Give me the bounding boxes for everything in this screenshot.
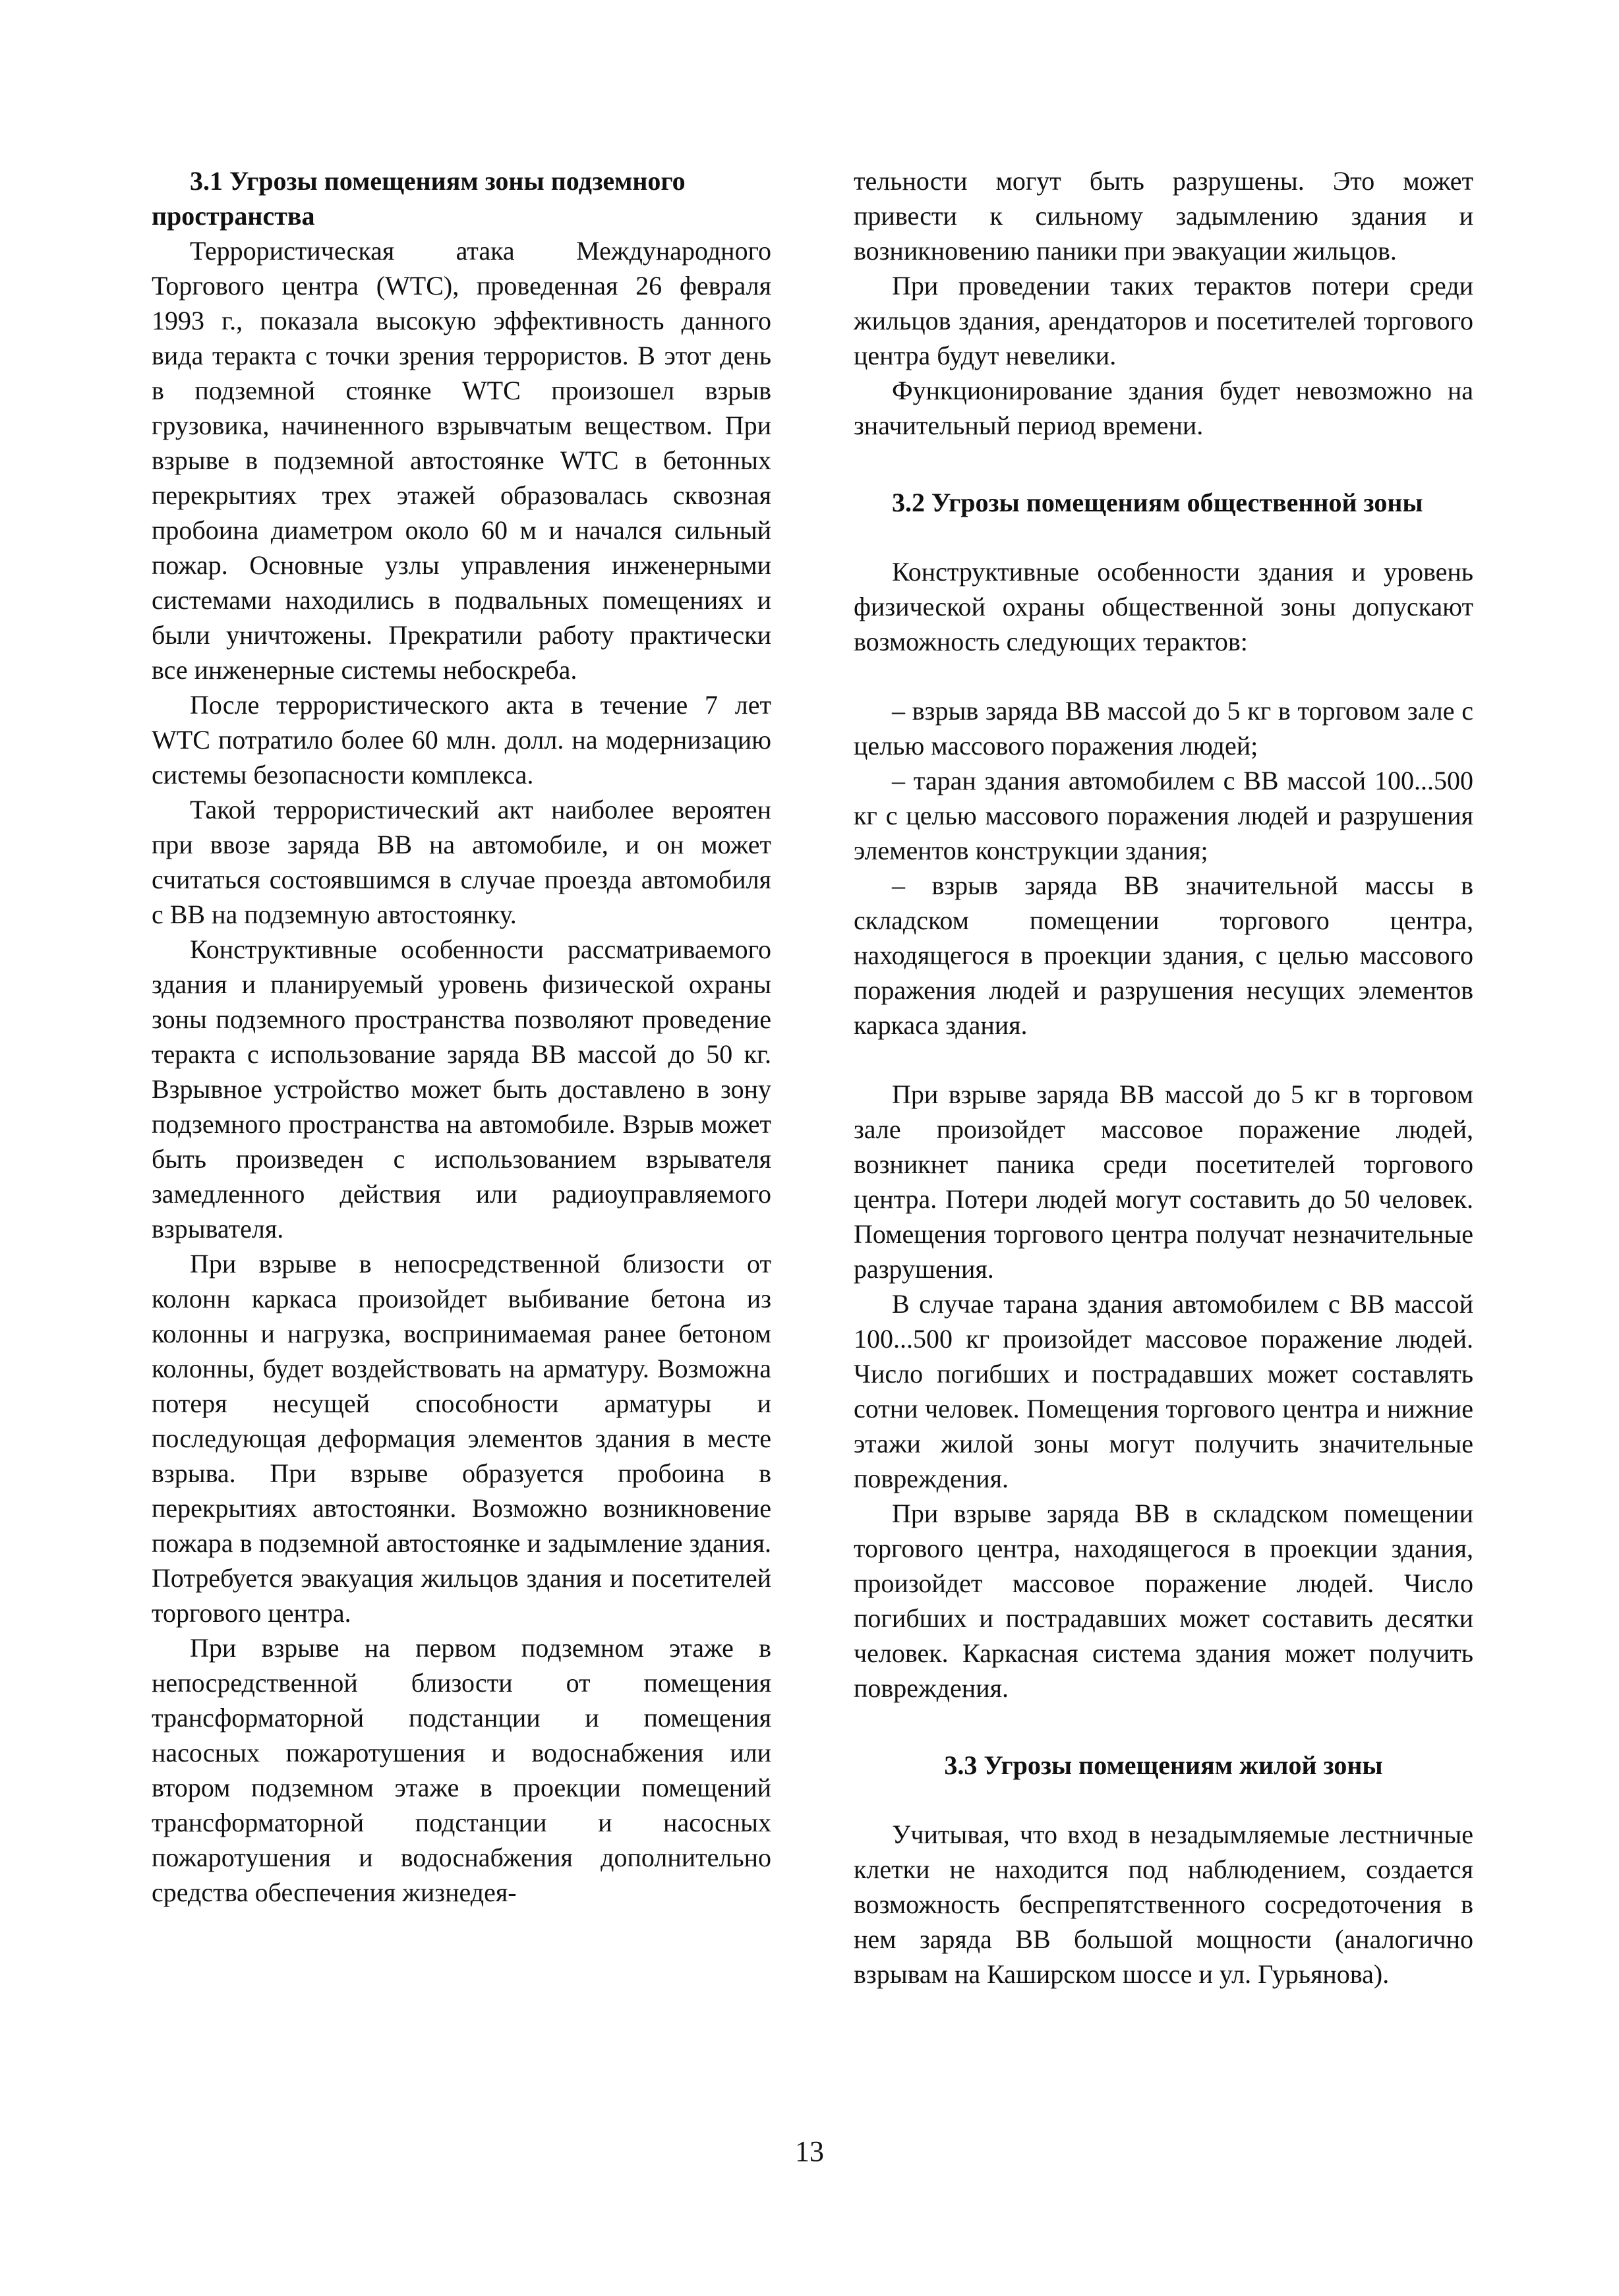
spacer	[854, 1706, 1473, 1748]
paragraph-after-attack: После террористического акта в течение 7 лет WTC потратило более 60 млн. долл. на модернизацию системы безопасности комплекса.	[152, 690, 771, 789]
section-heading-3-1: 3.1 Угрозы помещениям зоны подземного пространства	[152, 166, 686, 231]
list-item: – взрыв заряда ВВ значительной массы в складском помещении торгового центра, находящегося в проекции здания, с целью массового поражения людей и разрушения несущих элементов каркаса здания.	[854, 871, 1473, 1040]
spacer	[854, 443, 1473, 485]
right-column	[854, 163, 1473, 1992]
paragraph-continued: тельности могут быть разрушены. Это может привести к сильному задымлению здания и возникновению паники при эвакуации жильцов.	[854, 166, 1473, 266]
paragraph-vehicle-ram: В случае тарана здания автомобилем с ВВ массой 100...500 кг произойдет массовое поражение людей. Число погибших и пострадавших может составлять сотни человек. Помещения торгового центра и нижние этажи жилой зоны могут получить значительные повреждения.	[854, 1289, 1473, 1493]
paragraph-functioning: Функционирование здания будет невозможно на значительный период времени.	[854, 376, 1473, 440]
list-item: – таран здания автомобилем с ВВ массой 100...500 кг с целью массового поражения людей и разрушения элементов конструкции здания;	[854, 766, 1473, 865]
spacer	[854, 1783, 1473, 1817]
paragraph-wtc-attack: Террористическая атака Международного Торгового центра (WTC), проведенная 26 февраля 1993 г., показала высокую эффективность данного вида теракта с точки зрения террористов. В этот день в подземной стоянке WTC произошел взрыв грузовика, начиненного взрывчатым веществом. При взрыве в подземной автостоянке WTC в бетонных перекрытиях трех этажей образовалась сквозная пробоина диаметром около 60 м и начался сильный пожар. Основные узлы управления инженерными системами находились в подвальных помещениях и были уничтожены. Прекратили работу практически все инженерные системы небоскреба.	[152, 236, 771, 685]
paragraph-intro-3-2: Конструктивные особенности здания и уровень физической охраны общественной зоны допускают возможность следующих терактов:	[854, 557, 1473, 656]
paragraph-losses: При проведении таких терактов потери среди жильцов здания, арендаторов и посетителей торгового центра будут невелики.	[854, 271, 1473, 370]
paragraph-residential: Учитывая, что вход в незадымляемые лестничные клетки не находится под наблюдением, создается возможность беспрепятственного сосредоточения в нем заряда ВВ большой мощности (аналогично взрывам на Каширском шоссе и ул. Гурьянова).	[854, 1820, 1473, 1989]
paragraph-storage-blast: При взрыве заряда ВВ в складском помещении торгового центра, находящегося в проекции здания, произойдет массовое поражение людей. Число погибших и пострадавших может составить десятки человек. Каркасная система здания может получить повреждения.	[854, 1499, 1473, 1703]
list-item: – взрыв заряда ВВ массой до 5 кг в торговом зале с целью массового поражения людей;	[854, 696, 1473, 761]
paragraph-column-blast: При взрыве в непосредственной близости от колонн каркаса произойдет выбивание бетона из колонны и нагрузка, воспринимаемая ранее бетоном колонны, будет воздействовать на арматуру. Возможна потеря несущей способности арматуры и последующая деформация элементов здания в месте взрыва. При взрыве образуется пробоина в перекрытиях автостоянки. Возможно возникновение пожара в подземной автостоянке и задымление здания. Потребуется эвакуация жильцов здания и посетителей торгового центра.	[152, 1249, 771, 1628]
section-heading-3-2: 3.2 Угрозы помещениям общественной зоны	[892, 488, 1423, 517]
spacer	[854, 1043, 1473, 1077]
paragraph-vehicle-scenario: Такой террористический акт наиболее вероятен при ввозе заряда ВВ на автомобиле, и он может считаться состоявшимся в случае проезда автомобиля с ВВ на подземную автостоянку.	[152, 795, 771, 929]
paragraph-small-charge: При взрыве заряда ВВ массой до 5 кг в торговом зале произойдет массовое поражение людей, возникнет паника среди посетителей торгового центра. Потери людей могут составить до 50 человек. Помещения торгового центра получат незначительные разрушения.	[854, 1079, 1473, 1284]
page-number: 13	[795, 2135, 824, 2167]
paragraph-structural-features: Конструктивные особенности рассматриваемого здания и планируемый уровень физической охраны зоны подземного пространства позволяют проведение теракта с использование заряда ВВ массой до 50 кг. Взрывное устройство может быть доставлено в зону подземного пространства на автомобиле. Взрыв может быть произведен с использованием взрывателя замедленного действия или радиоуправляемого взрывателя.	[152, 934, 771, 1244]
spacer	[854, 659, 1473, 693]
spacer	[854, 520, 1473, 554]
paragraph-basement-blast: При взрыве на первом подземном этаже в непосредственной близости от помещения трансформаторной подстанции и помещения насосных пожаротушения и водоснабжения или втором подземном этаже в проекции помещений трансформаторной подстанции и насосных пожаротушения и водоснабжения дополнительно средства обеспечения жизнедея-	[152, 1633, 771, 1907]
left-column	[152, 163, 771, 1910]
section-heading-3-3: 3.3 Угрозы помещениям жилой зоны	[944, 1750, 1383, 1780]
threat-list	[854, 693, 1473, 1043]
